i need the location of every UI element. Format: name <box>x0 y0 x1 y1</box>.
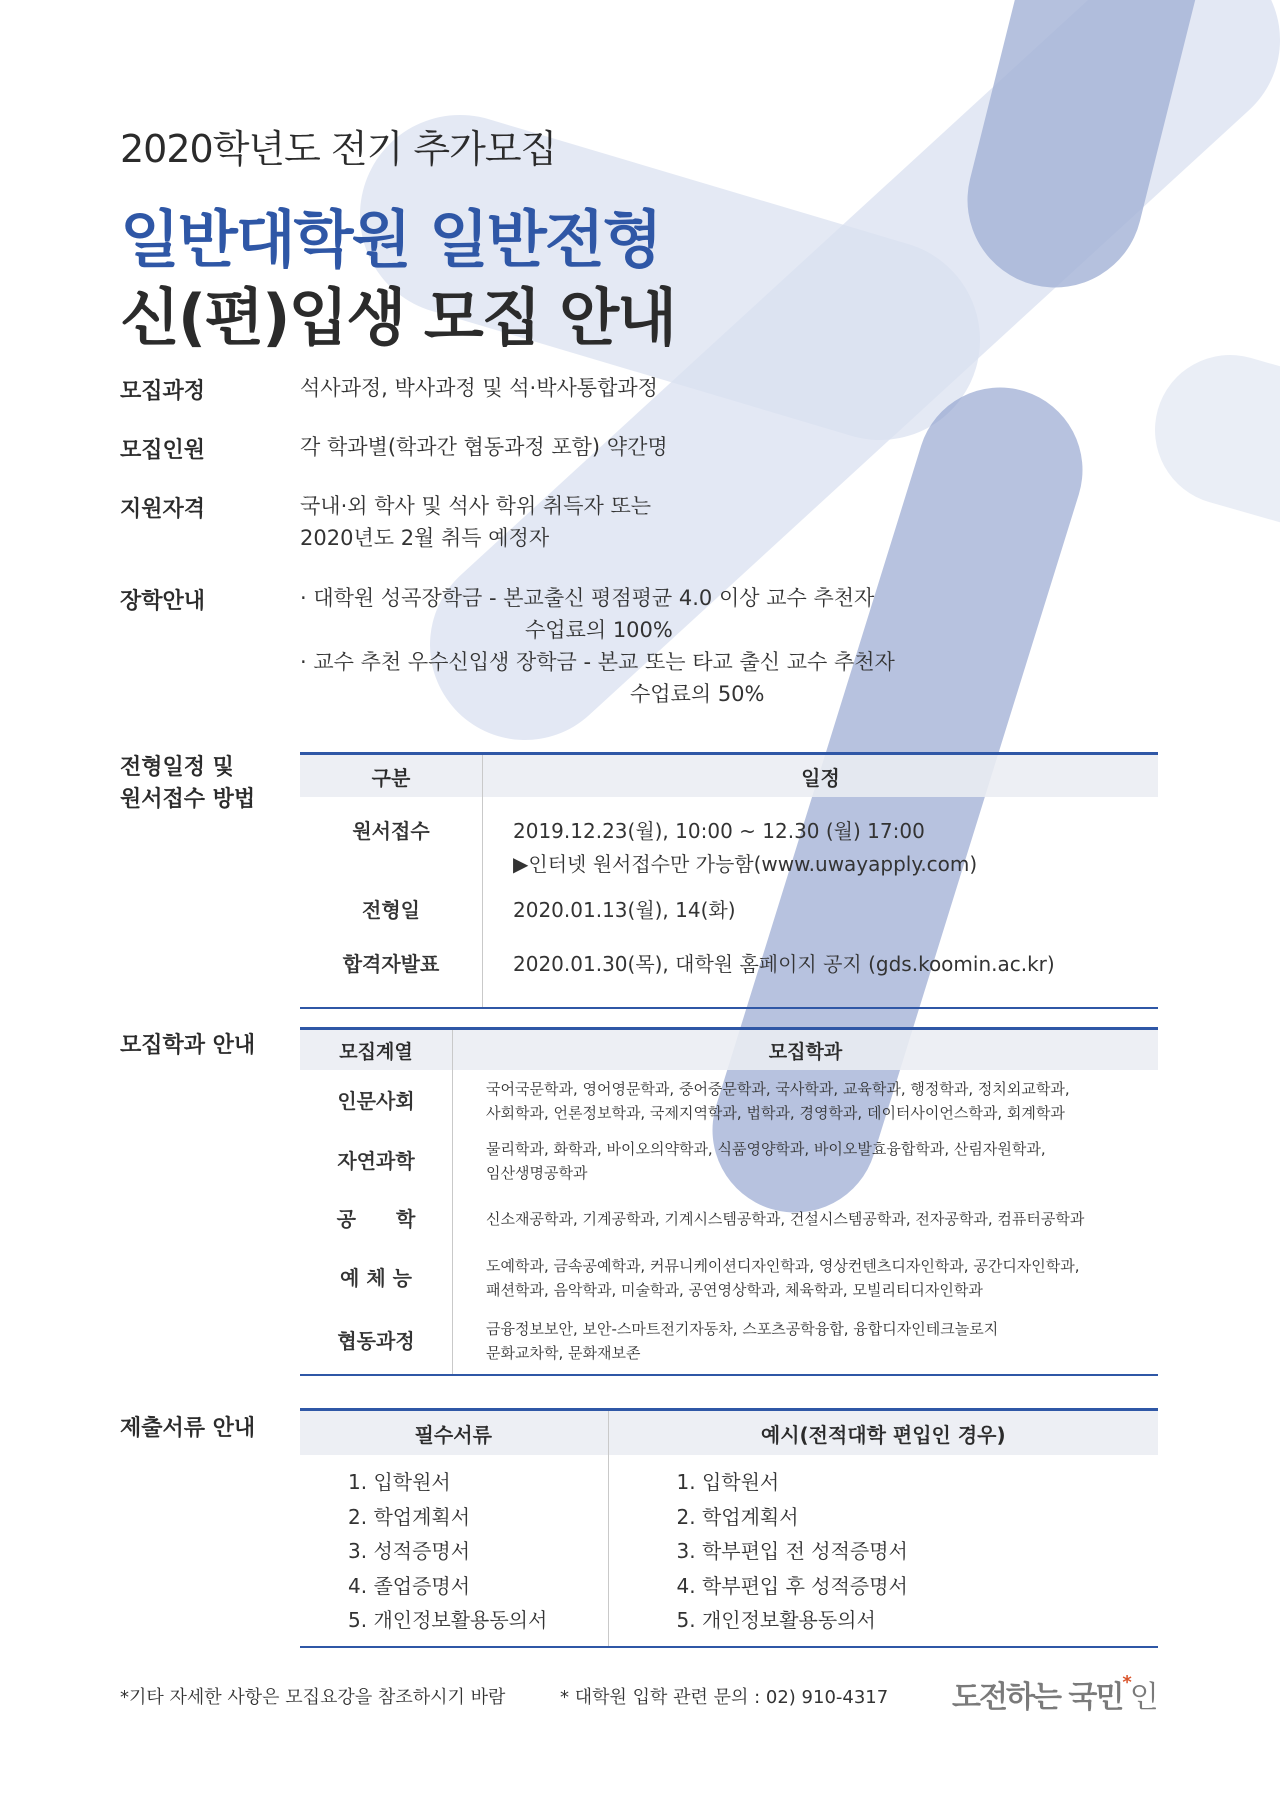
schedule-key: 합격자발표 <box>300 936 483 1008</box>
scholarship-amount: 수업료의 50% <box>630 682 765 706</box>
schedule-section-label <box>120 752 255 816</box>
info-text: 국내·외 학사 및 석사 학위 취득자 또는 <box>300 494 652 518</box>
table-row <box>300 1248 1158 1308</box>
info-value-headcount <box>300 431 668 463</box>
schedule-value: 2020.01.30(목), 대학원 홈페이지 공지 (gds.koomin.ac.kr) <box>513 952 1055 976</box>
list-item: 1. 입학원서 <box>676 1470 780 1494</box>
list-item: 2. 학업계획서 <box>676 1504 799 1529</box>
department-category: 인문사회 <box>300 1070 453 1132</box>
info-text: 각 학과별(학과간 협동과정 포함) 약간명 <box>300 435 668 459</box>
department-list <box>453 1308 1159 1375</box>
department-list <box>453 1070 1159 1132</box>
table-row <box>300 1132 1158 1190</box>
documents-section-label: 제출서류 안내 <box>120 1416 256 1441</box>
list-item: 4. 학부편입 후 성적증명서 <box>676 1573 908 1598</box>
department-category: 예 체 능 <box>300 1248 453 1308</box>
table-header-row <box>300 1410 1158 1456</box>
star-icon: * <box>1122 1672 1130 1693</box>
info-value-course <box>300 372 658 404</box>
department-section-label: 모집학과 안내 <box>120 1033 256 1058</box>
info-text: 2020년도 2월 취득 예정자 <box>300 526 550 550</box>
table-row <box>300 1455 1158 1647</box>
main-title-line2: 신(편)입생 모집 안내 <box>120 281 675 354</box>
list-item: 3. 성적증명서 <box>348 1539 471 1563</box>
department-line: 사회학과, 언론정보학과, 국제지역학과, 법학과, 경영학과, 데이터사이언스학과, 회계학과 <box>486 1104 1065 1122</box>
department-line: 신소재공학과, 기계공학과, 기계시스템공학과, 건설시스템공학과, 전자공학과, 컴퓨터공학과 <box>486 1210 1085 1228</box>
department-line: 국어국문학과, 영어영문학과, 중어중문학과, 국사학과, 교육학과, 행정학과, 정치외교학과, <box>486 1080 1070 1098</box>
list-item: 2. 학업계획서 <box>348 1504 471 1529</box>
schedule-label-line: 원서접수 방법 <box>120 787 256 812</box>
info-value-eligibility <box>300 490 651 554</box>
department-list <box>453 1248 1159 1308</box>
department-line: 패션학과, 음악학과, 미술학과, 공연영상학과, 체육학과, 모빌리티디자인학과 <box>486 1281 983 1299</box>
department-list <box>453 1190 1159 1248</box>
header-cell: 예시(전적대학 편입인 경우) <box>608 1410 1158 1456</box>
list-item: 4. 졸업증명서 <box>348 1573 471 1598</box>
schedule-value <box>483 797 1159 882</box>
schedule-key: 원서접수 <box>300 797 483 882</box>
table-row <box>300 1070 1158 1132</box>
list-item: 3. 학부편입 전 성적증명서 <box>676 1539 908 1563</box>
department-table <box>300 1027 1158 1376</box>
required-documents-list <box>300 1455 608 1647</box>
department-line: 도예학과, 금속공예학과, 커뮤니케이션디자인학과, 영상컨텐츠디자인학과, 공간디자인학과, <box>486 1257 1080 1275</box>
table-row <box>300 882 1158 936</box>
department-line: 임산생명공학과 <box>486 1164 588 1182</box>
slogan-logo <box>952 1672 1157 1716</box>
list-item: 5. 개인정보활용동의서 <box>348 1608 548 1632</box>
scholarship-item: · 대학원 성곡장학금 - 본교출신 평점평균 4.0 이상 교수 추천자 <box>300 586 875 610</box>
header-cell: 구분 <box>300 754 483 798</box>
slogan-part: 국민 <box>1068 1680 1123 1715</box>
info-label-scholarship: 장학안내 <box>120 589 206 614</box>
table-row <box>300 797 1158 882</box>
schedule-value: 2020.01.13(월), 14(화) <box>513 898 736 922</box>
department-line: 문화교차학, 문화재보존 <box>486 1344 641 1362</box>
department-line: 물리학과, 화학과, 바이오의약학과, 식품영양학과, 바이오발효융합학과, 산림자원학과, <box>486 1140 1046 1158</box>
documents-table <box>300 1408 1158 1648</box>
list-item: 5. 개인정보활용동의서 <box>676 1608 876 1632</box>
schedule-label-line: 전형일정 및 <box>120 755 234 780</box>
table-row <box>300 1308 1158 1375</box>
department-category: 협동과정 <box>300 1308 453 1375</box>
slogan-part: 도전하는 <box>952 1680 1069 1715</box>
main-title-line1: 일반대학원 일반전형 <box>120 203 661 276</box>
footer-note-reference: *기타 자세한 사항은 모집요강을 참조하시기 바람 <box>120 1687 506 1708</box>
department-category: 공 학 <box>300 1190 453 1248</box>
department-category: 자연과학 <box>300 1132 453 1190</box>
scholarship-amount: 수업료의 100% <box>525 618 673 642</box>
info-label-eligibility: 지원자격 <box>120 497 206 522</box>
info-label-course: 모집과정 <box>120 379 206 404</box>
pre-title: 2020학년도 전기 추가모집 <box>120 127 557 171</box>
list-item: 1. 입학원서 <box>348 1470 451 1494</box>
header-cell: 일정 <box>483 754 1159 798</box>
info-value-scholarship <box>300 582 895 710</box>
table-row <box>300 1190 1158 1248</box>
table-header-row <box>300 754 1158 798</box>
header-cell: 필수서류 <box>300 1410 608 1456</box>
footer-note-contact: * 대학원 입학 관련 문의 : 02) 910-4317 <box>560 1687 889 1708</box>
department-line: 금융정보보안, 보안-스마트전기자동차, 스포츠공학융합, 융합디자인테크놀로지 <box>486 1320 999 1338</box>
department-list <box>453 1132 1159 1190</box>
info-label-headcount: 모집인원 <box>120 438 206 463</box>
table-header-row <box>300 1029 1158 1071</box>
schedule-key: 전형일 <box>300 882 483 936</box>
info-text: 석사과정, 박사과정 및 석·박사통합과정 <box>300 376 658 400</box>
scholarship-item: · 교수 추천 우수신입생 장학금 - 본교 또는 타교 출신 교수 추천자 <box>300 650 895 674</box>
schedule-table <box>300 752 1158 1009</box>
header-cell: 모집계열 <box>300 1029 453 1071</box>
transfer-documents-list <box>608 1455 1158 1647</box>
schedule-line: 2019.12.23(월), 10:00 ~ 12.30 (월) 17:00 <box>513 819 925 843</box>
slogan-part: 인 <box>1129 1680 1157 1715</box>
schedule-line: ▶인터넷 원서접수만 가능함(www.uwayapply.com) <box>513 852 978 876</box>
header-cell: 모집학과 <box>453 1029 1159 1071</box>
table-row <box>300 936 1158 1008</box>
